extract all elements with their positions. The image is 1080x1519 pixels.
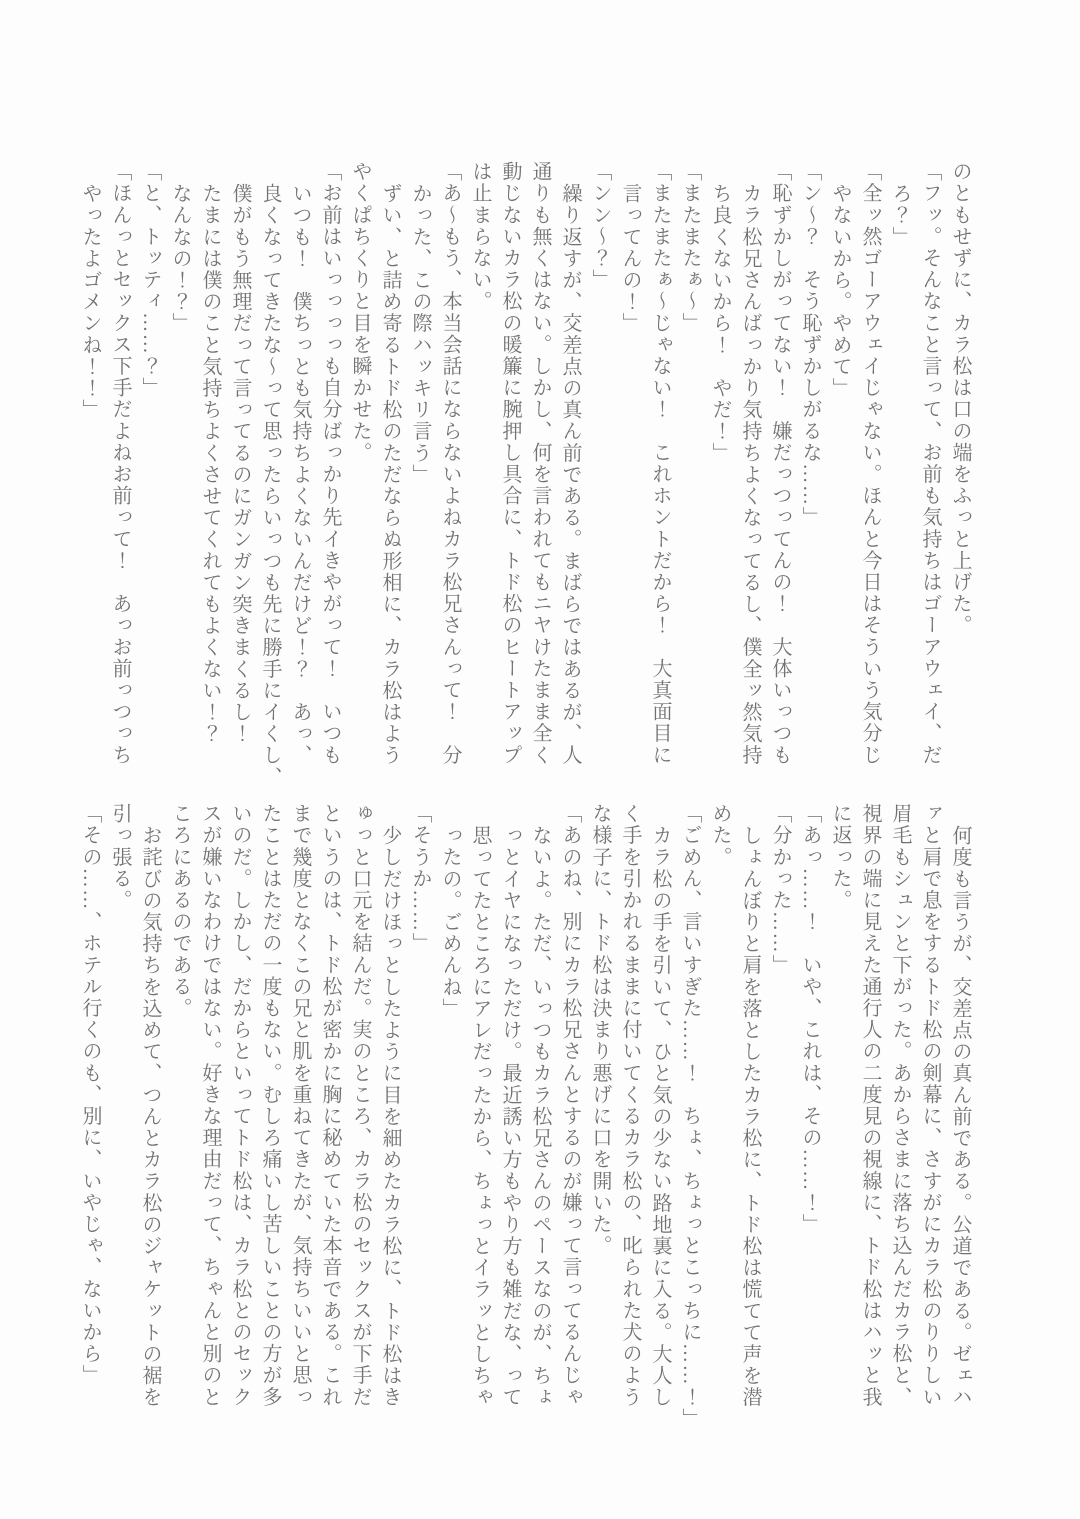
text-line: スが嫌いなわけではない。好きな理由だって、ちゃんと別のと <box>199 803 221 1408</box>
text-line: カラ松兄さんばっかり気持ちよくなってるし、僕全ッ然気持 <box>739 182 761 766</box>
text-line: 「お前はいっっっっも自分ばっかり先イきやがって！ いつも <box>319 161 341 766</box>
text-line: 動じないカラ松の暖簾に腕押し具合に、トド松のヒートアップ <box>499 161 521 766</box>
text-line: 「またまたぁ～じゃない！ これホントだから！ 大真面目に <box>649 161 671 766</box>
text-line: 「分かった……」 <box>769 803 791 976</box>
text-line: ないよ。ただ、いっつもカラ松兄さんのペースなのが、ちょ <box>529 824 551 1408</box>
text-line: というのは、トド松が密かに胸に秘めていた本音である。これ <box>319 803 341 1408</box>
text-line: 「と、トッティ……？」 <box>139 161 161 399</box>
text-line: に返った。 <box>829 803 851 911</box>
text-line: 視界の端に見えた通行人の二度見の視線に、トド松はハッと我 <box>859 803 881 1408</box>
text-line: ったの。ごめんね」 <box>439 824 461 1019</box>
text-line: いつも！ 僕ちっとも気持ちよくないんだけど！？ あっ、 <box>289 182 311 766</box>
text-line: 「あのね、別にカラ松兄さんとするのが嫌って言ってるんじゃ <box>559 803 581 1408</box>
text-line: 「あっ……！ いや、これは、その……！」 <box>799 803 821 1235</box>
text-line: 「ン～？ そう恥ずかしがるな……」 <box>799 161 821 529</box>
text-line: 「恥ずかしがってない！ 嫌だっつってんの！ 大体いっつも <box>769 161 791 766</box>
text-line: 「ほんっとセックス下手だよねお前って！ あっお前っつっち <box>109 161 131 766</box>
text-line: いのだ。しかし、だからといってトド松は、カラ松とのセック <box>229 803 251 1408</box>
text-line: めた。 <box>709 803 731 868</box>
text-line: ころにあるのである。 <box>169 803 191 1019</box>
text-line: っとイヤになっただけ。最近誘い方もやり方も雑だな、って <box>499 824 521 1408</box>
text-line: 思ってたところにアレだったから、ちょっとイラッとしちゃ <box>469 824 491 1408</box>
text-line: ろ？」 <box>889 182 911 248</box>
text-line: ァと肩で息をするトド松の剣幕に、さすがにカラ松のりりしい <box>919 803 941 1408</box>
text-line: 何度も言うが、交差点の真ん前である。公道である。ゼェハ <box>949 824 971 1408</box>
text-line: やくぱちくりと目を瞬かせた。 <box>349 161 371 464</box>
text-line: やないから。やめて」 <box>829 182 851 399</box>
text-line: やったよゴメンね！！」 <box>79 182 101 421</box>
text-line: 言ってんの！」 <box>619 182 641 334</box>
text-line: な様子に、トド松は決まり悪げに口を開いた。 <box>589 803 611 1257</box>
text-line: たまには僕のこと気持ちよくさせてくれてもよくない！？ <box>199 182 221 745</box>
text-block-bottom <box>75 803 975 1430</box>
text-line: 「ンン～？」 <box>589 161 611 291</box>
text-line: まで幾度となくこの兄と肌を重ねてきたが、気持ちいいと思っ <box>289 803 311 1408</box>
text-line: お詫びの気持ちを込めて、つんとカラ松のジャケットの裾を <box>139 824 161 1408</box>
text-line: たことはただの一度もない。むしろ痛いし苦しいことの方が多 <box>259 803 281 1408</box>
text-line: 通りも無くはない。しかし、何を言われてもニヤけたまま全く <box>529 161 551 766</box>
text-line: 「そうか……」 <box>409 803 431 955</box>
text-line: 眉毛もシュンと下がった。あからさまに落ち込んだカラ松と、 <box>889 803 911 1408</box>
text-line: 「その……、ホテル行くのも、別に、いやじゃ、ないから」 <box>79 803 101 1387</box>
text-line: 「フッ。そんなこと言って、お前も気持ちはゴーアウェイ、だ <box>919 161 941 766</box>
text-line: ずい、と詰め寄るトド松のただならぬ形相に、カラ松はよう <box>379 182 401 766</box>
text-line: 少しだけほっとしたように目を細めたカラ松に、トド松はき <box>379 824 401 1408</box>
text-line: かった、この際ハッキリ言う」 <box>409 182 431 485</box>
text-line: 「あ～もう、本当会話にならないよねカラ松兄さんって！ 分 <box>439 161 461 766</box>
text-line: ゅっと口元を結んだ。実のところ、カラ松のセックスが下手だ <box>349 803 371 1408</box>
text-line: しょんぼりと肩を落としたカラ松に、トド松は慌てて声を潜 <box>739 824 761 1408</box>
text-line: 「またまたぁ～」 <box>679 161 701 334</box>
text-line: 「ごめん、言いすぎた……！ ちょ、ちょっとこっちに……！」 <box>679 803 701 1430</box>
text-block-top <box>75 161 975 788</box>
text-line: く手を引かれるままに付いてくるカラ松の、叱られた犬のよう <box>619 803 641 1408</box>
text-line: は止まらない。 <box>469 161 491 313</box>
text-line: 引っ張る。 <box>109 803 131 911</box>
text-line: のともせずに、カラ松は口の端をふっと上げた。 <box>949 161 971 637</box>
text-line: なんなの！？」 <box>169 182 191 334</box>
text-line: 僕がもう無理だって言ってるのにガンガン突きまくるし！ <box>229 182 251 745</box>
text-line: カラ松の手を引いて、ひと気の少ない路地裏に入る。大人し <box>649 824 671 1408</box>
text-line: 繰り返すが、交差点の真ん前である。まばらではあるが、人 <box>559 182 581 766</box>
text-line: 「全ッ然ゴーアウェイじゃない。ほんと今日はそういう気分じ <box>859 161 881 766</box>
text-line: 良くなってきたな～って思ったらいっつも先に勝手にイくし、 <box>259 182 281 788</box>
text-line: ち良くないから！ やだ！」 <box>709 182 731 464</box>
